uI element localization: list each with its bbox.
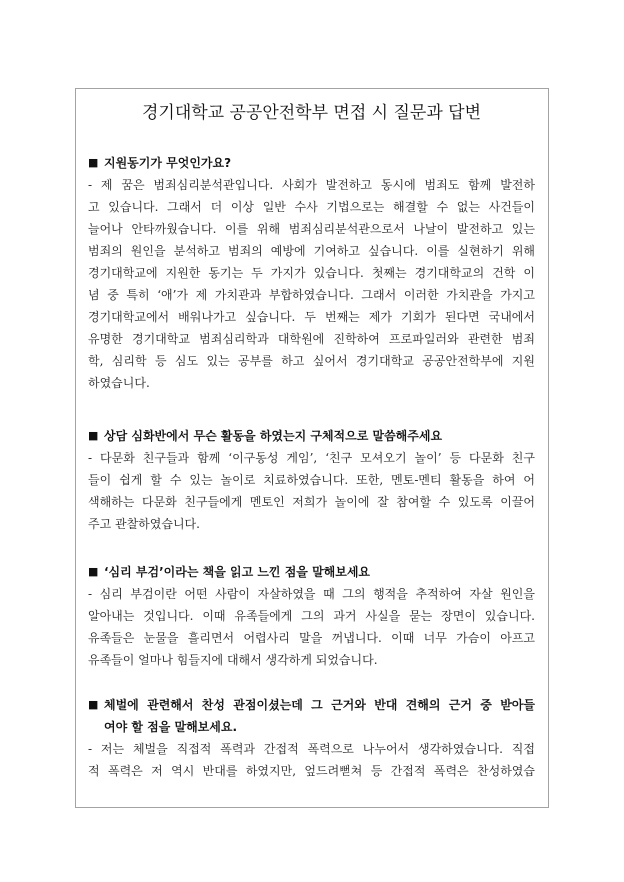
- answer-line: 유명한 경기대학교 범죄심리학과 대학원에 진학하여 프로파일러와 관련한 범죄: [88, 332, 535, 346]
- document-frame: [75, 88, 549, 808]
- question-heading: [88, 425, 535, 447]
- qa-section-corporal-punishment: [88, 694, 535, 782]
- answer-line: 유족들은 눈물을 흘리면서 어렵사리 말을 꺼냅니다. 이때 너무 가슴이 아프고: [88, 631, 535, 645]
- answer-line: 색해하는 다문화 친구들에게 멘토인 저희가 놀이에 잘 참여할 수 있도록 이끌어: [88, 495, 535, 509]
- answer-line: 범죄의 원인을 분석하고 범죄의 예방에 기여하고 싶습니다. 이를 실현하기 위해: [88, 244, 535, 258]
- qa-section-counseling-club: [88, 425, 535, 535]
- answer-line: - 다문화 친구들과 함께 ‘이구동성 게임’, ‘친구 모셔오기 놀이’ 등 다문화 친구: [88, 451, 535, 465]
- square-bullet-icon: ■: [88, 698, 99, 711]
- question-heading-continued: [88, 716, 535, 738]
- answer-line: 적 폭력은 저 역시 반대를 하였지만, 엎드려뻗쳐 등 간접적 폭력은 찬성하였습: [88, 764, 535, 778]
- square-bullet-icon: ■: [88, 429, 99, 442]
- qa-section-book-review: [88, 561, 535, 671]
- qa-section-motivation: [88, 152, 535, 394]
- question-heading: [88, 152, 535, 174]
- answer-line: 념 중 특히 ‘애’가 제 가치관과 부합하였습니다. 그래서 이러한 가치관을 가지고: [88, 288, 535, 302]
- answer-line: - 심리 부검이란 어떤 사람이 자살하였을 때 그의 행적을 추적하여 자살 원인을: [88, 587, 535, 601]
- answer-line: - 제 꿈은 범죄심리분석관입니다. 사회가 발전하고 동시에 범죄도 함께 발전하: [88, 178, 535, 192]
- question-heading: [88, 694, 535, 716]
- question-text: 체벌에 관련해서 찬성 관점이셨는데 그 근거와 반대 견해의 근거 중 받아들: [104, 698, 535, 712]
- answer-line: 주고 관찰하였습니다.: [88, 517, 200, 531]
- answer-line: 알아내는 것입니다. 이때 유족들에게 그의 과거 사실을 묻는 장면이 있습니다.: [88, 609, 535, 623]
- answer-line: 유족들이 얼마나 힘들지에 대해서 생각하게 되었습니다.: [88, 653, 378, 667]
- square-bullet-icon: ■: [88, 156, 99, 169]
- answer-line: 경기대학교에서 배워나가고 싶습니다. 두 번째는 제가 기회가 된다면 국내에서: [88, 310, 535, 324]
- answer-line: 경기대학교에 지원한 동기는 두 가지가 있습니다. 첫째는 경기대학교의 건학 이: [88, 266, 535, 280]
- question-text: 여야 할 점을 말해보세요.: [104, 720, 238, 734]
- answer-line: 늘어나 안타까웠습니다. 이를 위해 범죄심리분석관으로서 나날이 발전하고 있는: [88, 222, 535, 236]
- question-text: ‘심리 부검’이라는 책을 읽고 느낀 점을 말해보세요: [104, 565, 371, 579]
- question-text: 상담 심화반에서 무슨 활동을 하였는지 구체적으로 말씀해주세요: [104, 429, 443, 443]
- document-title: 경기대학교 공공안전학부 면접 시 질문과 답변: [141, 103, 482, 123]
- question-heading: [88, 561, 535, 583]
- answer-line: - 저는 체벌을 직접적 폭력과 간접적 폭력으로 나누어서 생각하였습니다. 직접: [88, 742, 535, 756]
- answer-line: 하였습니다.: [88, 376, 150, 390]
- question-text: 지원동기가 무엇인가요?: [104, 156, 232, 170]
- answer-line: 고 있습니다. 그래서 더 이상 일반 수사 기법으로는 해결할 수 없는 사건들이: [88, 200, 535, 214]
- square-bullet-icon: ■: [88, 565, 99, 578]
- answer-line: 학, 심리학 등 심도 있는 공부를 하고 싶어서 경기대학교 공공안전학부에 지원: [88, 354, 535, 368]
- answer-line: 들이 쉽게 할 수 있는 놀이로 치료하였습니다. 또한, 멘토-멘티 활동을 하여 어: [88, 473, 535, 487]
